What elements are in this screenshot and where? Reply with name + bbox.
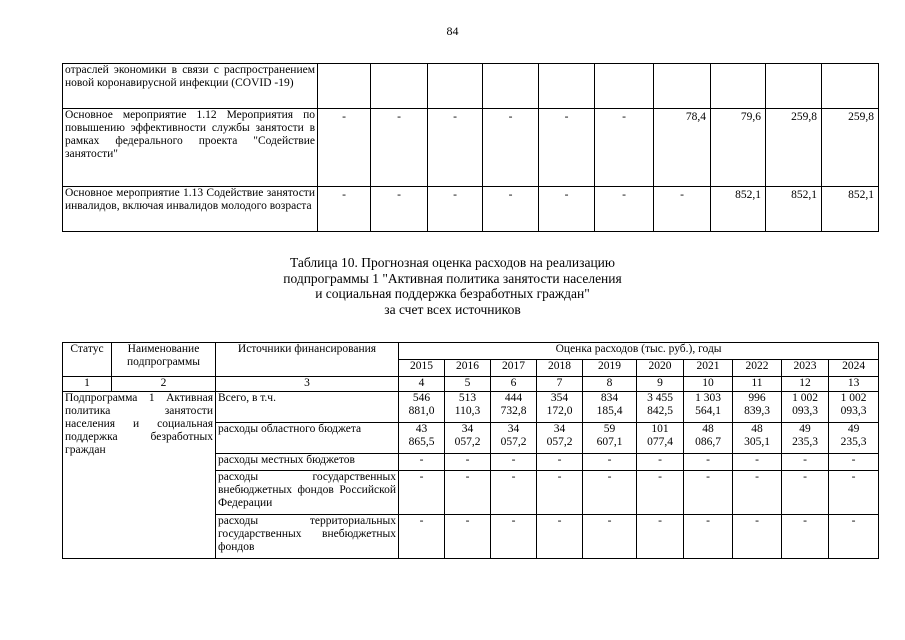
cell: - (782, 471, 829, 515)
caption-line: за счет всех источников (384, 301, 521, 317)
source-label: расходы государственных внебюджетных фондов Российской Федерации (216, 471, 399, 515)
cell: - (637, 515, 684, 559)
cell: 546 881,0 (399, 392, 445, 423)
cell: - (684, 471, 733, 515)
source-label: расходы территориальных государственных внебюджетных фондов (216, 515, 399, 559)
table-row (63, 64, 879, 109)
year-header: 2015 (399, 360, 445, 377)
page-number: 84 (446, 24, 459, 38)
header-estimate: Оценка расходов (тыс. руб.), годы (399, 343, 879, 360)
year-header: 2024 (829, 360, 879, 377)
year-header: 2017 (491, 360, 537, 377)
cell: 354 172,0 (537, 392, 583, 423)
cell: 852,1 (822, 187, 879, 232)
cell: - (539, 109, 595, 187)
cell: - (537, 515, 583, 559)
column-number: 1 (63, 377, 112, 392)
cell: 48 086,7 (684, 423, 733, 454)
cell: - (829, 515, 879, 559)
cell: - (445, 471, 491, 515)
year-header: 2019 (583, 360, 637, 377)
table-row (63, 187, 879, 232)
cell: - (445, 515, 491, 559)
cell: - (583, 454, 637, 471)
year-header: 2023 (782, 360, 829, 377)
row-label: Основное мероприятие 1.13 Содействие занятости инвалидов, включая инвалидов молодого возраста (63, 187, 318, 232)
year-header: 2018 (537, 360, 583, 377)
cell: - (318, 109, 371, 187)
cell: 3 455 842,5 (637, 392, 684, 423)
cell: - (684, 454, 733, 471)
cell: 34 057,2 (537, 423, 583, 454)
cell (428, 64, 483, 109)
column-numbers-row (63, 377, 879, 392)
year-header: 2020 (637, 360, 684, 377)
cell: 34 057,2 (445, 423, 491, 454)
source-label: расходы местных бюджетов (216, 454, 399, 471)
column-number: 4 (399, 377, 445, 392)
cell (483, 64, 539, 109)
cell: - (483, 187, 539, 232)
cell: 59 607,1 (583, 423, 637, 454)
column-number: 2 (112, 377, 216, 392)
row-label: Основное мероприятие 1.12 Мероприятия по повышению эффективности службы занятости в рамках федерального проекта "Содействие занятости" (63, 109, 318, 187)
cell: 78,4 (654, 109, 711, 187)
source-label: Всего, в т.ч. (216, 392, 399, 423)
cell (711, 64, 766, 109)
cell (766, 64, 822, 109)
column-number: 5 (445, 377, 491, 392)
cell: 101 077,4 (637, 423, 684, 454)
cell: - (399, 454, 445, 471)
source-label: расходы областного бюджета (216, 423, 399, 454)
cell: 259,8 (766, 109, 822, 187)
cell: 1 002 093,3 (782, 392, 829, 423)
cell (539, 64, 595, 109)
table-caption (0, 255, 905, 317)
year-header: 2022 (733, 360, 782, 377)
continuation-body (63, 64, 879, 232)
cell: - (733, 454, 782, 471)
table-row (63, 392, 879, 423)
cell: 43 865,5 (399, 423, 445, 454)
cell: - (399, 515, 445, 559)
column-number: 7 (537, 377, 583, 392)
column-number: 3 (216, 377, 399, 392)
column-number: 8 (583, 377, 637, 392)
cell: - (637, 471, 684, 515)
header-name: Наименование подпрограммы (112, 343, 216, 377)
column-number: 12 (782, 377, 829, 392)
caption-line: Таблица 10. Прогнозная оценка расходов на реализацию (290, 255, 615, 270)
cell: 834 185,4 (583, 392, 637, 423)
cell: - (733, 471, 782, 515)
cell: 444 732,8 (491, 392, 537, 423)
cell: 1 303 564,1 (684, 392, 733, 423)
column-number: 13 (829, 377, 879, 392)
cell: 513 110,3 (445, 392, 491, 423)
cell: 49 235,3 (782, 423, 829, 454)
cell: - (654, 187, 711, 232)
cell: - (491, 515, 537, 559)
caption-line: подпрограммы 1 "Активная политика занятости населения (283, 270, 622, 286)
cell: - (539, 187, 595, 232)
cell: - (829, 471, 879, 515)
cell: - (428, 109, 483, 187)
column-number: 10 (684, 377, 733, 392)
cell: - (445, 454, 491, 471)
cell: - (318, 187, 371, 232)
cell: 79,6 (711, 109, 766, 187)
header-row (63, 343, 879, 360)
cell: 49 235,3 (829, 423, 879, 454)
cell: 48 305,1 (733, 423, 782, 454)
cell: - (637, 454, 684, 471)
cell: 34 057,2 (491, 423, 537, 454)
year-header: 2021 (684, 360, 733, 377)
cell: - (537, 454, 583, 471)
cell: - (491, 471, 537, 515)
year-header: 2016 (445, 360, 491, 377)
cell: - (399, 471, 445, 515)
cell: 1 002 093,3 (829, 392, 879, 423)
row-label: отраслей экономики в связи с распространением новой коронавирусной инфекции (COVID -19) (63, 64, 318, 109)
cell (654, 64, 711, 109)
cell: 259,8 (822, 109, 879, 187)
cell: - (371, 187, 428, 232)
cell: - (595, 109, 654, 187)
header-status: Статус (63, 343, 112, 377)
table-body (63, 392, 879, 559)
table-header (63, 343, 879, 392)
cell: - (684, 515, 733, 559)
cell: - (583, 515, 637, 559)
cell (822, 64, 879, 109)
cell: - (782, 454, 829, 471)
cell (595, 64, 654, 109)
cell: - (428, 187, 483, 232)
cell: 996 839,3 (733, 392, 782, 423)
cell: - (595, 187, 654, 232)
cell: - (733, 515, 782, 559)
caption-line: и социальная поддержка безработных граждан" (315, 286, 590, 301)
cell: - (829, 454, 879, 471)
cell: - (491, 454, 537, 471)
cell: - (583, 471, 637, 515)
cell: - (483, 109, 539, 187)
cell: 852,1 (766, 187, 822, 232)
table-row (63, 109, 879, 187)
cell: - (371, 109, 428, 187)
expenses-table (62, 342, 879, 559)
header-sources: Источники финансирования (216, 343, 399, 377)
cell (318, 64, 371, 109)
cell: - (782, 515, 829, 559)
column-number: 6 (491, 377, 537, 392)
column-number: 9 (637, 377, 684, 392)
cell: 852,1 (711, 187, 766, 232)
cell (371, 64, 428, 109)
column-number: 11 (733, 377, 782, 392)
continuation-table (62, 63, 879, 232)
cell: - (537, 471, 583, 515)
program-name: Подпрограмма 1 Активная политика занятости населения и социальная поддержка безработных граждан (63, 392, 216, 559)
